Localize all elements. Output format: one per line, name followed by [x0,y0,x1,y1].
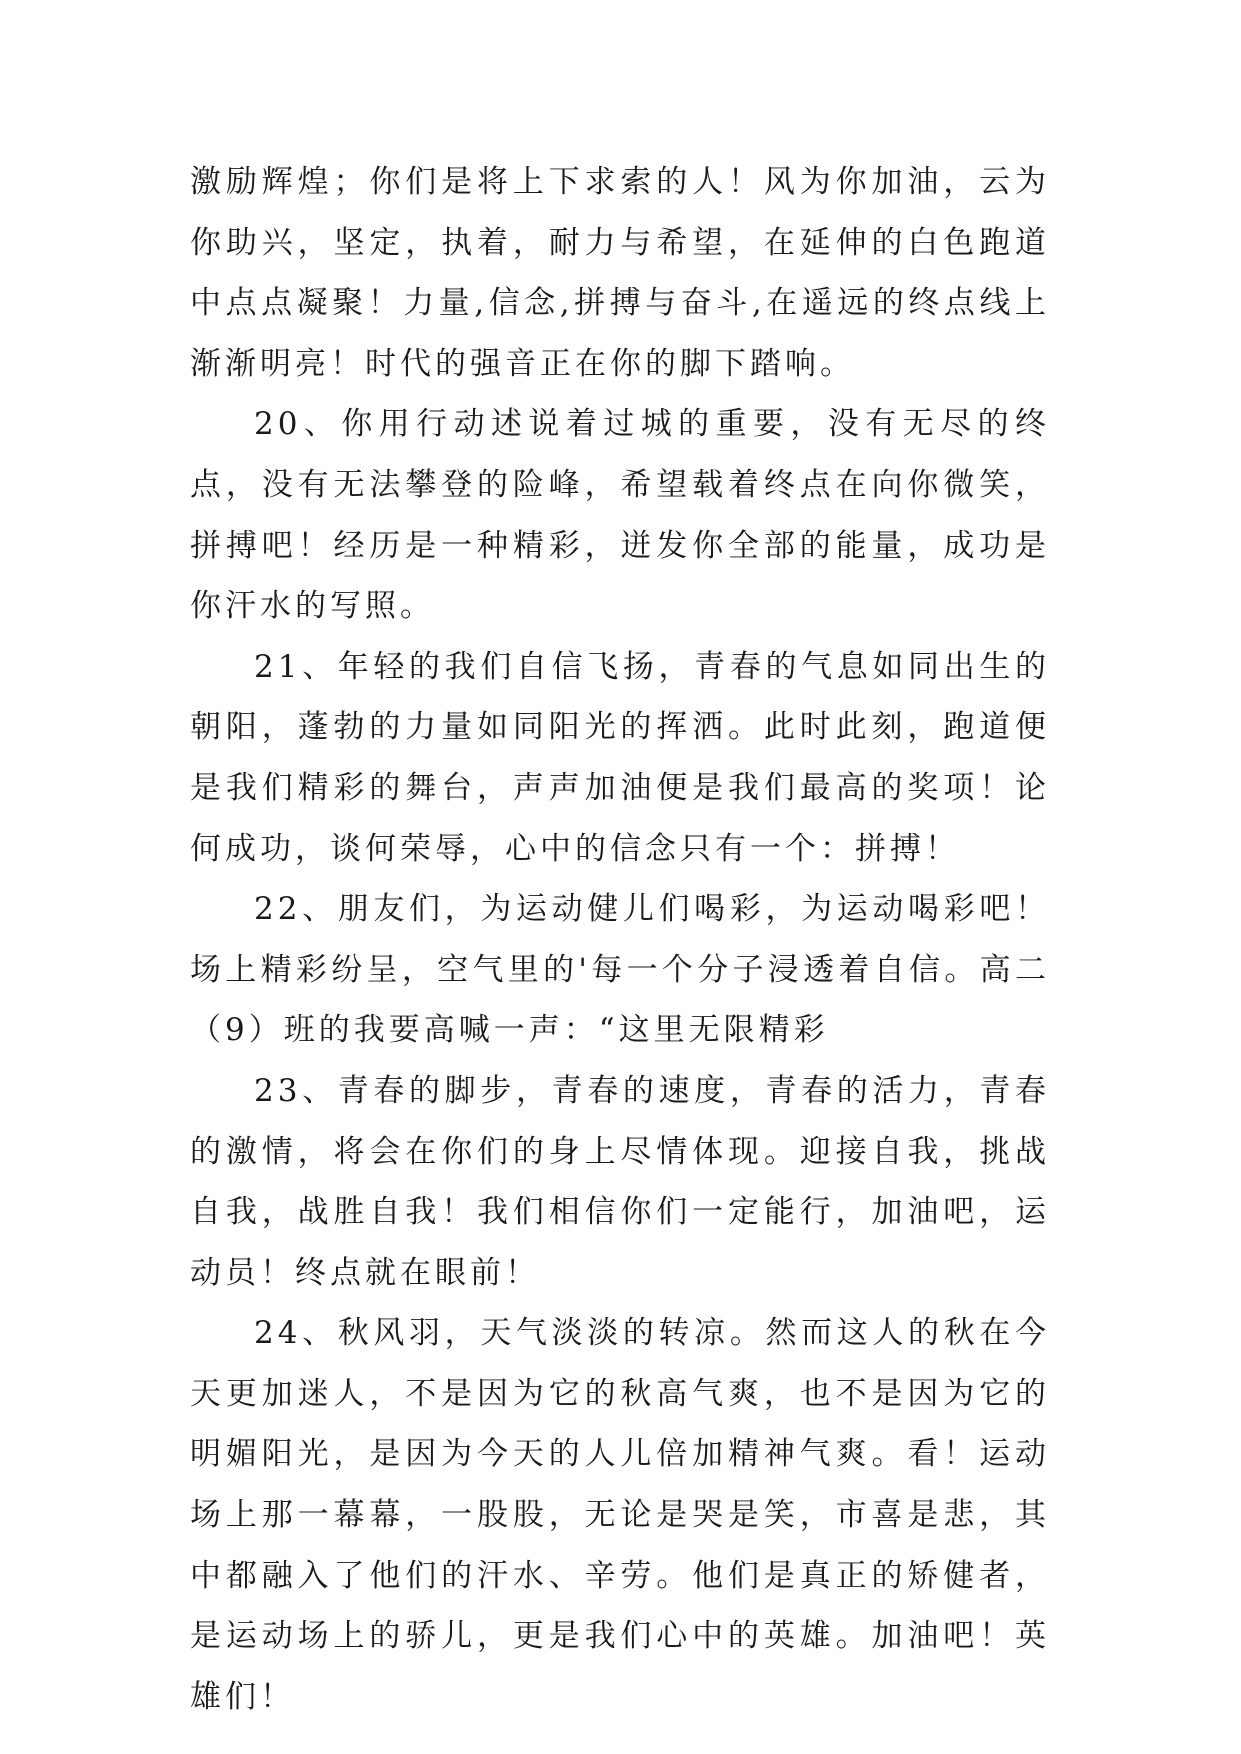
paragraph-20: 20、你用行动述说着过城的重要，没有无尽的终点，没有无法攀登的险峰，希望载着终点在向你微笑，拼搏吧！经历是一种精彩，迸发你全部的能量，成功是你汗水的写照。 [190,406,1050,625]
paragraph-22: 22、朋友们，为运动健儿们喝彩，为运动喝彩吧！场上精彩纷呈，空气里的'每一个分子浸透着自信。高二（9）班的我要高喊一声：“这里无限精彩 [190,891,1050,1049]
paragraph-continuation: 激励辉煌；你们是将上下求索的人！风为你加油，云为你助兴，坚定，执着，耐力与希望，在延伸的白色跑道中点点凝聚！力量,信念,拼搏与奋斗,在遥远的终点线上渐渐明亮！时代的强音正在你的脚下踏响。 [190,164,1050,382]
paragraph-21: 21、年轻的我们自信飞扬，青春的气息如同出生的朝阳，蓬勃的力量如同阳光的挥洒。此时此刻，跑道便是我们精彩的舞台，声声加油便是我们最高的奖项！论何成功，谈何荣辱，心中的信念只有一个：拼搏！ [190,648,1050,867]
document-body [190,152,1050,1727]
paragraph-24: 24、秋风羽，天气淡淡的转凉。然而这人的秋在今天更加迷人，不是因为它的秋高气爽，也不是因为它的明媚阳光，是因为今天的人儿倍加精神气爽。看！运动场上那一幕幕，一股股，无论是哭是笑，市喜是悲，其中都融入了他们的汗水、辛劳。他们是真正的矫健者，是运动场上的骄儿，更是我们心中的英雄。加油吧！英雄们！ [190,1315,1050,1715]
paragraph-23: 23、青春的脚步，青春的速度，青春的活力，青春的激情，将会在你们的身上尽情体现。迎接自我，挑战自我，战胜自我！我们相信你们一定能行，加油吧，运动员！终点就在眼前！ [190,1072,1050,1291]
